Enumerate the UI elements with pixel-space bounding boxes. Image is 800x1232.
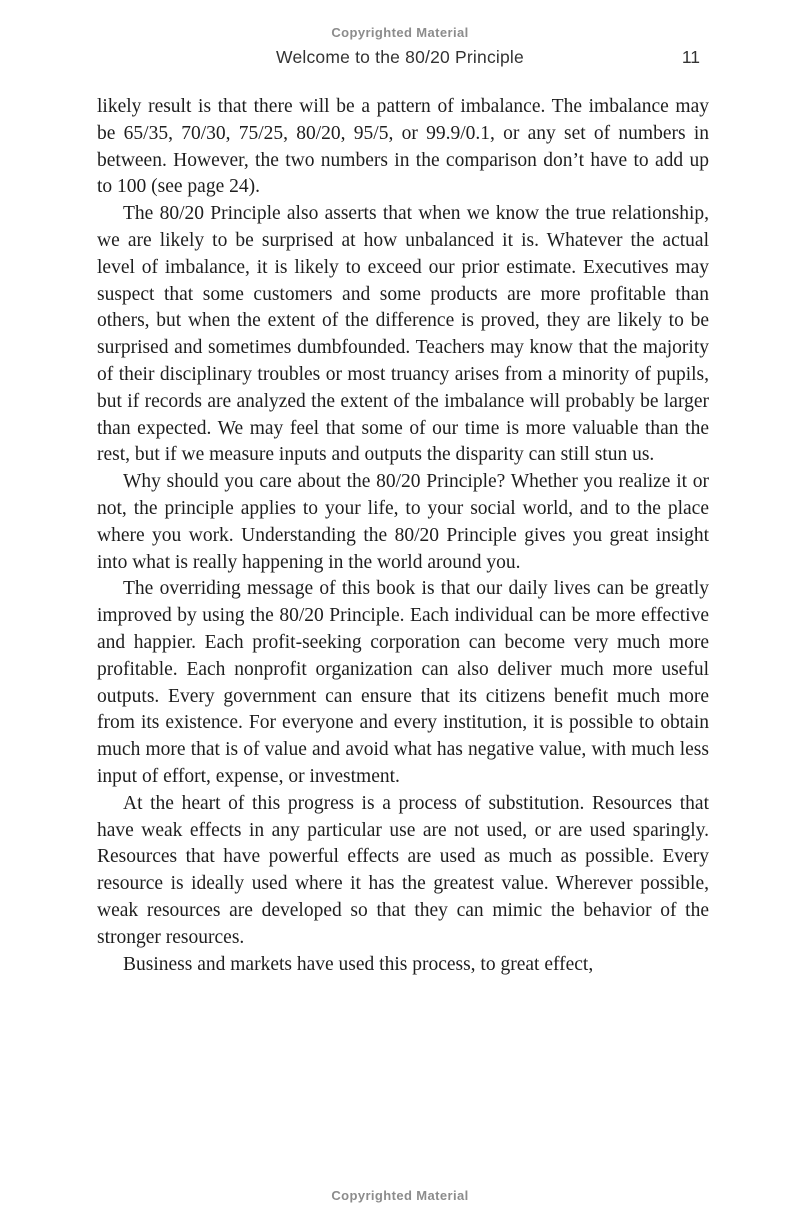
running-header bbox=[0, 47, 800, 71]
chapter-title: Welcome to the 80/20 Principle bbox=[276, 47, 524, 67]
page-number: 11 bbox=[681, 47, 700, 67]
body-text-block bbox=[97, 94, 709, 978]
paragraph: At the heart of this progress is a process of substitution. Resources that have weak effects in any particular use are not used, or are used sparingly. Resources that have powerful effects are used as much as possible. Every resource is ideally used where it has the greatest value. Wherever possible, weak resources are developed so that they can mimic the behavior of the stronger resources. bbox=[97, 792, 709, 948]
paragraph: The overriding message of this book is that our daily lives can be greatly improved by using the 80/20 Principle. Each individual can be more effective and happier. Each profit-seeking corporation can become very much more profitable. Each nonprofit organization can also deliver much more useful outputs. Every government can ensure that its citizens benefit much more from its existence. For everyone and every institution, it is possible to obtain much more that is of value and avoid what has negative value, with much less input of effort, expense, or investment. bbox=[97, 578, 709, 787]
paragraph: The 80/20 Principle also asserts that when we know the true relationship, we are likely to be surprised at how unbalanced it is. Whatever the actual level of imbalance, it is likely to exceed our prior estimate. Executives may suspect that some customers and some products are more profitable than others, but when the extent of the difference is proved, they are likely to be surprised and sometimes dumbfounded. Teachers may know that the majority of their disciplinary troubles or most truancy arises from a minority of pupils, but if records are analyzed the extent of the imbalance will probably be larger than expected. We may feel that some of our time is more valuable than the rest, but if we measure inputs and outputs the disparity can still stun us. bbox=[97, 203, 709, 466]
paragraph-continuation: likely result is that there will be a pattern of imbalance. The imbalance may be 65/35, 70/30, 75/25, 80/20, 95/5, or 99.9/0.1, or any set of numbers in between. However, the two numbers in the comparison don’t have to add up to 100 (see page 24). bbox=[97, 96, 709, 198]
copyright-watermark-top: Copyrighted Material bbox=[331, 25, 469, 40]
paragraph: Why should you care about the 80/20 Principle? Whether you realize it or not, the principle applies to your life, to your social world, and to the place where you work. Understanding the 80/20 Principle gives you great insight into what is really happening in the world around you. bbox=[97, 471, 709, 573]
paragraph: Business and markets have used this process, to great effect, bbox=[123, 953, 594, 975]
copyright-watermark-bottom: Copyrighted Material bbox=[331, 1188, 469, 1203]
